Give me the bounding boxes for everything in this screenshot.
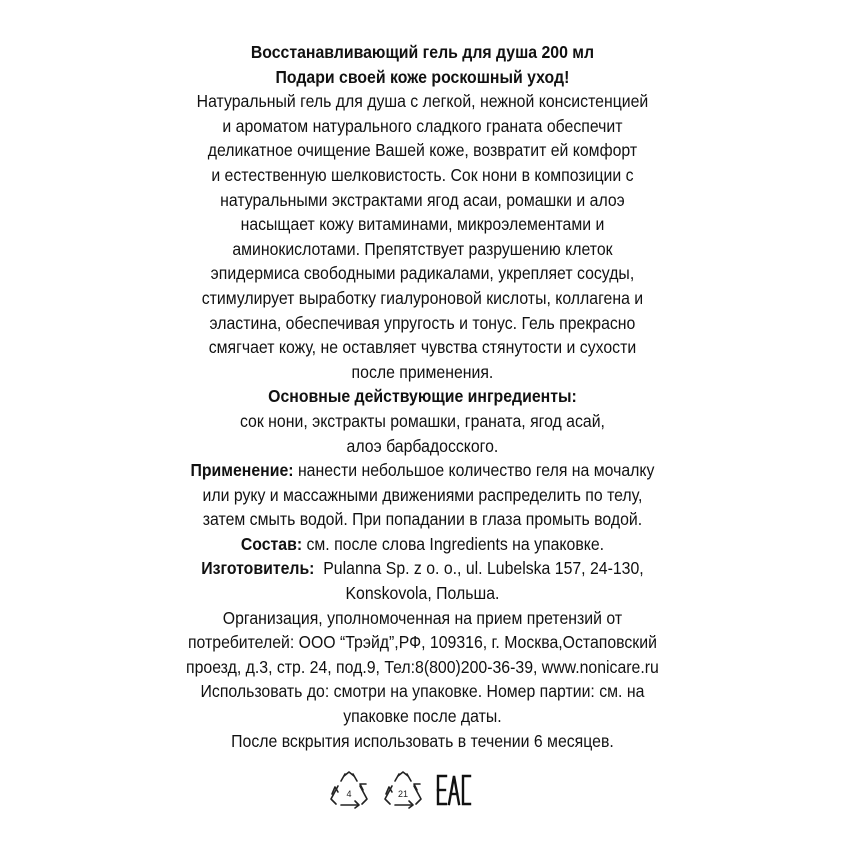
ingredients-section [42, 384, 803, 458]
organization-line: После вскрытия использовать в течении 6 месяцев. [231, 730, 614, 751]
recycle-triangle-icon [326, 770, 372, 810]
description-line: эпидермиса свободными радикалами, укрепляет сосуды, [210, 263, 635, 284]
organization-line: потребителей: ООО “Трэйд”,РФ, 109316, г. Москва,Остаповский [187, 632, 657, 653]
recycle-number-4: 4 [346, 789, 352, 799]
ingredients-heading: Основные действующие ингредиенты: [268, 386, 577, 407]
manufacturer-line: Konskovola, Польша. [345, 583, 500, 604]
usage-section [42, 458, 803, 532]
product-label-text [42, 40, 803, 753]
organization-line: Использовать до: смотри на упаковке. Номер партии: см. на [200, 681, 645, 702]
usage-text: нанести небольшое количество геля на мочалку [293, 460, 655, 481]
description-line: стимулирует выработку гиалуроновой кислоты, коллагена и [201, 287, 644, 308]
description-line: насыщает кожу витаминами, микроэлементами и [240, 214, 605, 235]
description-line: и ароматом натурального сладкого граната обеспечит [222, 115, 623, 136]
description-line: смягчает кожу, не оставляет чувства стянутости и сухости [208, 337, 637, 358]
manufacturer-section [42, 556, 803, 605]
organization-section [42, 606, 803, 754]
description-line: натуральными экстрактами ягод асаи, ромашки и алоэ [220, 189, 625, 210]
manufacturer-line [42, 556, 803, 581]
certification-marks [0, 770, 845, 814]
description [42, 89, 803, 384]
description-line: деликатное очищение Вашей коже, возвратит ей комфорт [207, 140, 638, 161]
product-title: Восстанавливающий гель для душа 200 мл [250, 42, 595, 62]
description-line: Натуральный гель для душа с легкой, нежной консистенцией [196, 91, 649, 112]
organization-line: проезд, д.3, стр. 24, под.9, Тел:8(800)200-36-39, www.nonicare.ru [186, 656, 659, 677]
composition-text: см. после слова Ingredients на упаковке. [302, 533, 605, 554]
description-line: аминокислотами. Препятствует разрушению клеток [232, 238, 613, 259]
organization-line: упаковке после даты. [343, 706, 502, 727]
description-line: эластина, обеспечивая упругость и тонус. Гель прекрасно [209, 312, 636, 333]
description-line: и естественную шелковистость. Сок нони в композиции с [211, 164, 634, 185]
composition-line [42, 532, 803, 557]
ingredients-line: алоэ барбадосского. [346, 435, 499, 456]
manufacturer-label: Изготовитель: [201, 558, 315, 579]
usage-line: затем смыть водой. При попадании в глаза промыть водой. [202, 509, 643, 530]
description-line: после применения. [351, 361, 494, 382]
composition-label: Состав: [240, 533, 303, 554]
organization-line: Организация, уполномоченная на прием претензий от [222, 607, 623, 628]
usage-line [42, 458, 803, 483]
product-subtitle: Подари своей коже роскошный уход! [275, 66, 570, 87]
recycle-number-21: 21 [397, 789, 409, 799]
usage-line: или руку и массажными движениями распределить по телу, [202, 484, 643, 505]
manufacturer-text: Pulanna Sp. z o. o., ul. Lubelska 157, 24-130, [314, 558, 644, 579]
recycle-triangle-icon [380, 770, 426, 810]
ingredients-line: сок нони, экстракты ромашки, граната, ягод асай, [239, 410, 605, 431]
eac-mark-icon [436, 774, 472, 806]
usage-label: Применение: [190, 460, 294, 481]
